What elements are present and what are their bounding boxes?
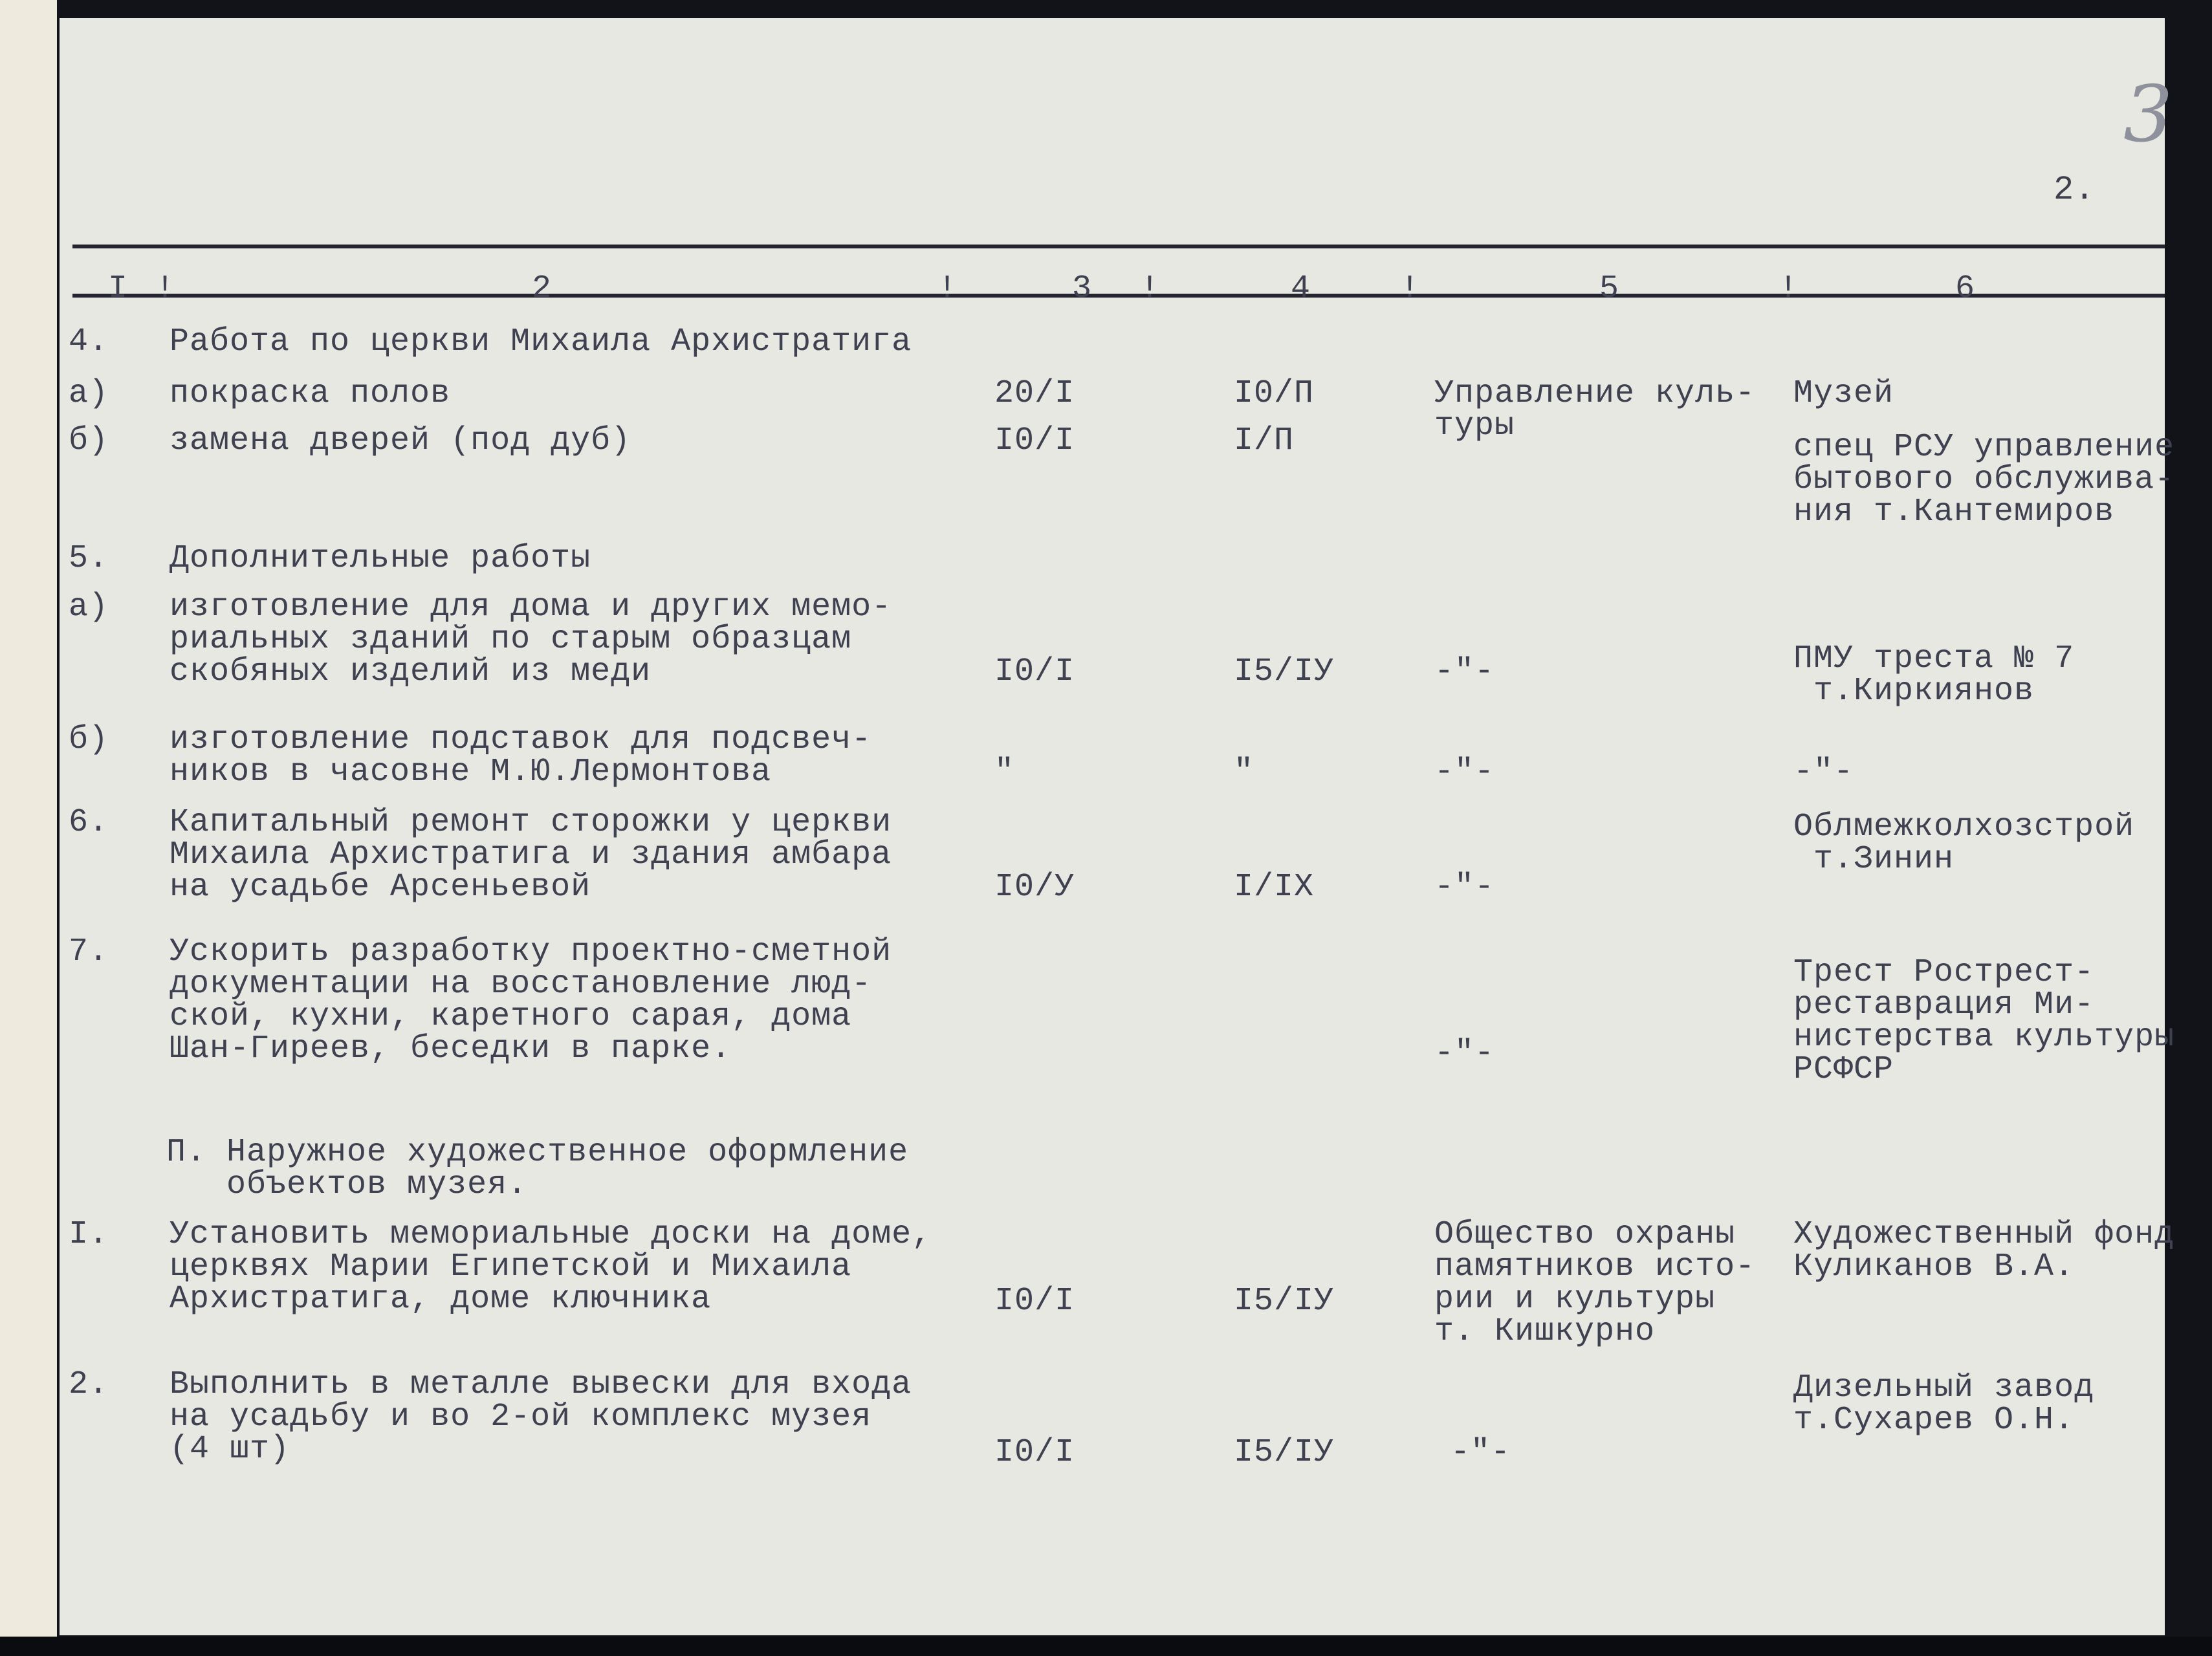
row-number: 5. xyxy=(69,540,109,577)
row-text: церквях Марии Египетской и Михаила xyxy=(170,1248,852,1285)
document-page xyxy=(60,18,2175,1635)
cell-executor: Художественный фонд xyxy=(1793,1216,2175,1253)
row-text: скобяных изделий из меди xyxy=(170,653,652,690)
col-separator: ! xyxy=(937,270,958,307)
cell-responsible: туры xyxy=(1434,408,1515,444)
cell-executor: ПМУ треста № 7 xyxy=(1793,640,2075,677)
row-number: 4. xyxy=(69,323,109,360)
handwritten-page-number: 3 xyxy=(2123,70,2173,160)
cell-executor: -"- xyxy=(1793,754,1854,790)
cell-responsible: -"- xyxy=(1434,653,1495,690)
col-separator: ! xyxy=(1400,270,1420,307)
cell-responsible: Общество охраны xyxy=(1434,1216,1736,1253)
cell-deadline-end: I5/IУ xyxy=(1234,1283,1335,1320)
cell-responsible: -"- xyxy=(1434,754,1495,790)
cell-responsible: -"- xyxy=(1434,1035,1495,1072)
cell-deadline-end: I5/IУ xyxy=(1234,1434,1335,1471)
header-rule-top xyxy=(72,245,2165,248)
cell-executor: т.Сухарев О.Н. xyxy=(1793,1402,2075,1439)
col-separator: ! xyxy=(1140,270,1160,307)
row-number: I. xyxy=(69,1216,109,1253)
row-number: 2. xyxy=(69,1366,109,1403)
cell-executor: бытового обслужива- xyxy=(1793,461,2175,498)
row-text: Михаила Архистратига и здания амбара xyxy=(170,836,892,873)
row-text: замена дверей (под дуб) xyxy=(170,422,631,459)
row-text: на усадьбу и во 2-ой комплекс музея xyxy=(170,1399,872,1435)
row-text: Ускорить разработку проектно-сметной xyxy=(170,933,892,970)
cell-deadline-end: " xyxy=(1234,754,1254,790)
row-text: Установить мемориальные доски на доме, xyxy=(170,1216,932,1253)
cell-executor: Трест Рострест- xyxy=(1793,954,2095,991)
cell-executor: реставрация Ми- xyxy=(1793,986,2095,1023)
cell-deadline-end: I0/П xyxy=(1234,375,1315,412)
section-title: П. Наружное художественное оформление xyxy=(166,1134,909,1171)
cell-executor: ния т.Кантемиров xyxy=(1793,494,2115,530)
col-separator: ! xyxy=(155,270,175,307)
row-number: б) xyxy=(69,721,109,758)
cell-executor: РСФСР xyxy=(1793,1051,1894,1088)
cell-deadline-start: I0/I xyxy=(994,1283,1075,1320)
row-text: ской, кухни, каретного сарая, дома xyxy=(170,998,852,1035)
cell-executor: Облмежколхозстрой xyxy=(1793,809,2135,845)
cell-deadline-start: 20/I xyxy=(994,375,1075,412)
row-number: б) xyxy=(69,422,109,459)
scan-border xyxy=(0,1637,2212,1656)
row-text: на усадьбе Арсеньевой xyxy=(170,869,591,906)
col-separator: ! xyxy=(1779,270,1799,307)
cell-deadline-end: I/IX xyxy=(1234,869,1315,906)
cell-responsible: памятников исто- xyxy=(1434,1248,1756,1285)
col-header-2: 2 xyxy=(532,270,552,307)
cell-executor: Музей xyxy=(1793,375,1894,412)
col-header-4: 4 xyxy=(1291,270,1311,307)
col-header-1: I xyxy=(108,270,128,307)
row-text: Дополнительные работы xyxy=(170,540,591,577)
col-header-6: 6 xyxy=(1955,270,1975,307)
row-text: Архистратига, доме ключника xyxy=(170,1281,712,1318)
row-text: Капитальный ремонт сторожки у церкви xyxy=(170,804,892,841)
row-text: (4 шт) xyxy=(170,1431,290,1468)
row-text: документации на восстановление люд- xyxy=(170,966,872,1003)
row-text: Шан-Гиреев, беседки в парке. xyxy=(170,1030,732,1067)
cell-deadline-start: I0/I xyxy=(994,422,1075,459)
cell-executor: нистерства культуры xyxy=(1793,1019,2175,1056)
row-text: ников в часовне М.Ю.Лермонтова xyxy=(170,754,772,790)
cell-responsible: -"- xyxy=(1451,1434,1511,1471)
typed-page-number: 2. xyxy=(2053,171,2096,209)
cell-deadline-start: " xyxy=(994,754,1015,790)
binding-strip xyxy=(0,0,57,1656)
cell-responsible: Управление куль- xyxy=(1434,375,1756,412)
cell-deadline-start: I0/I xyxy=(994,653,1075,690)
row-number: а) xyxy=(69,375,109,412)
row-text: Выполнить в металле вывески для входа xyxy=(170,1366,912,1403)
cell-responsible: рии и культуры xyxy=(1434,1281,1716,1318)
row-text: покраска полов xyxy=(170,375,451,412)
header-rule-bottom xyxy=(72,294,2165,298)
col-header-5: 5 xyxy=(1599,270,1619,307)
cell-deadline-start: I0/I xyxy=(994,1434,1075,1471)
cell-deadline-end: I/П xyxy=(1234,422,1295,459)
cell-responsible: т. Кишкурно xyxy=(1434,1313,1656,1350)
cell-responsible: -"- xyxy=(1434,869,1495,906)
cell-executor: т.Зинин xyxy=(1793,841,1955,878)
col-header-3: 3 xyxy=(1072,270,1092,307)
row-number: а) xyxy=(69,589,109,626)
row-number: 7. xyxy=(69,933,109,970)
cell-executor: т.Киркиянов xyxy=(1793,673,2035,710)
row-text: риальных зданий по старым образцам xyxy=(170,621,852,658)
cell-executor: Куликанов В.А. xyxy=(1793,1248,2075,1285)
section-title: объектов музея. xyxy=(166,1166,528,1203)
cell-executor: спец РСУ управление xyxy=(1793,429,2175,466)
cell-executor: Дизельный завод xyxy=(1793,1369,2095,1406)
row-text: Работа по церкви Михаила Архистратига xyxy=(170,323,912,360)
cell-deadline-end: I5/IУ xyxy=(1234,653,1335,690)
row-number: 6. xyxy=(69,804,109,841)
cell-deadline-start: I0/У xyxy=(994,869,1075,906)
row-text: изготовление для дома и других мемо- xyxy=(170,589,892,626)
row-text: изготовление подставок для подсвеч- xyxy=(170,721,872,758)
